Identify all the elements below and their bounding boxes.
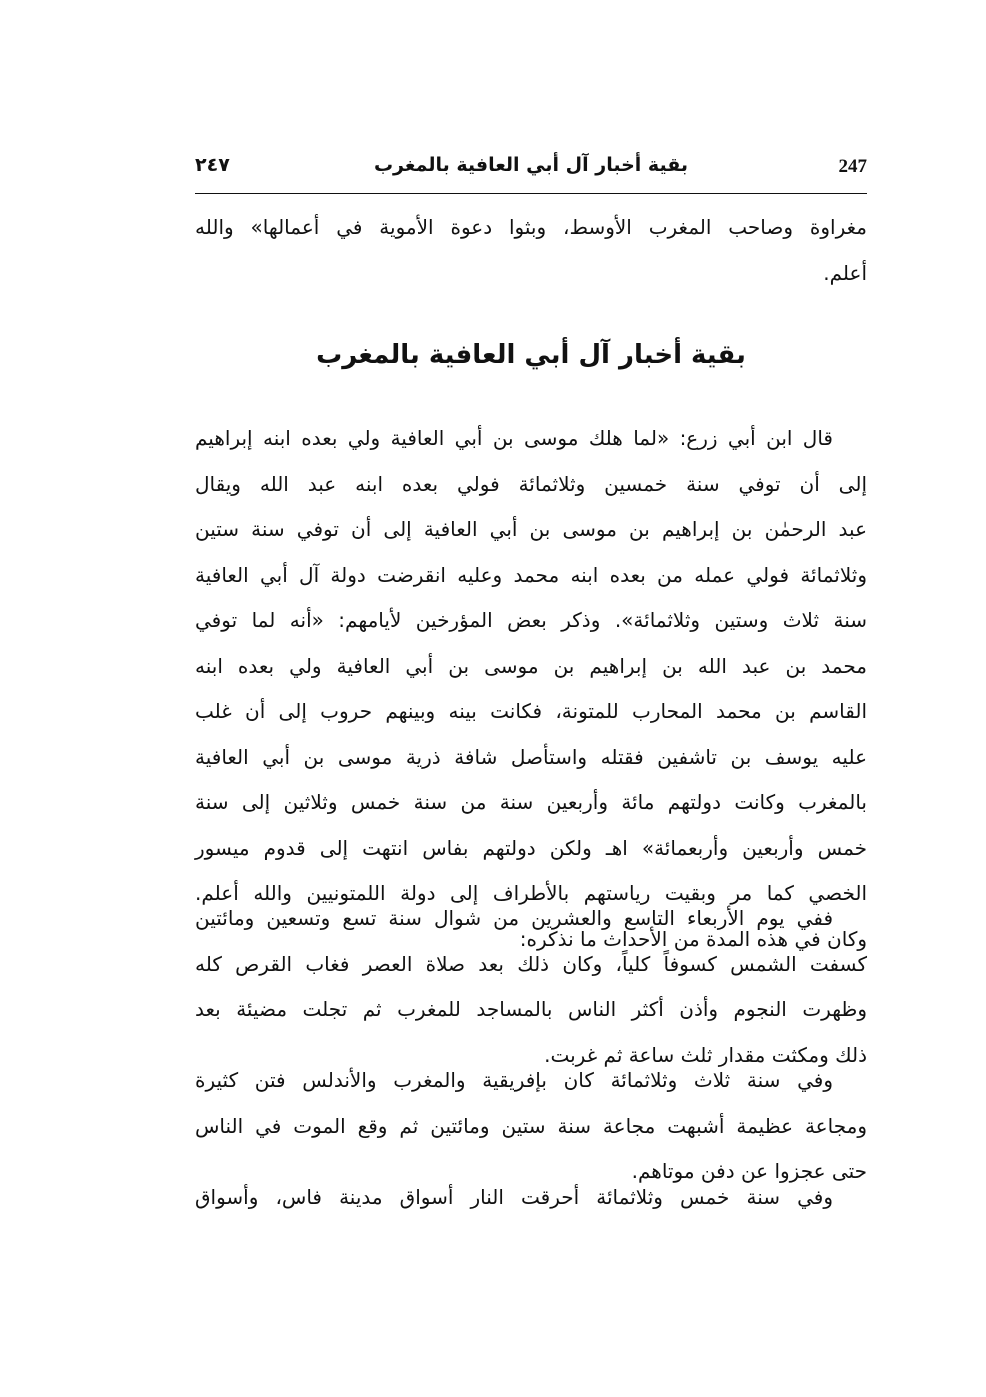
text-line: وظهرت النجوم وأذن أكثر الناس بالمساجد للمغرب ثم تجلت مضيئة بعد [195, 997, 867, 1021]
section-heading: بقية أخبار آل أبي العافية بالمغرب [316, 340, 746, 370]
text-line: أعلم. [823, 260, 867, 285]
text-line: محمد بن عبد الله بن إبراهيم بن موسى بن أبي العافية ولي بعده ابنه [195, 653, 867, 678]
text-line: القاسم بن محمد المحارب للمتونة، فكانت بينه وبينهم حروب إلى أن غلب [195, 699, 867, 723]
text-line: ومجاعة عظيمة أشبهت مجاعة سنة ستين ومائتين ثم وقع الموت في الناس [195, 1113, 867, 1138]
text-line: إلى أن توفي سنة خمسين وثلاثمائة فولي بعده ابنه عبد الله ويقال [195, 471, 867, 496]
text-line: سنة ثلاث وستين وثلاثمائة». وذكر بعض المؤرخين لأيامهم: «أنه لما توفي [195, 608, 867, 632]
page-number-arabic: ٢٤٧ [195, 154, 230, 176]
text-line: الخصي كما مر وبقيت رياستهم بالأطراف إلى دولة اللمتونيين والله أعلم. [195, 881, 867, 905]
running-title: بقية أخبار آل أبي العافية بالمغرب [373, 154, 689, 176]
running-header [195, 150, 867, 190]
text-line: وكان في هذه المدة من الأحداث ما نذكره: [519, 926, 867, 951]
text-line: خمس وأربعين وأربعمائة» اهـ ولكن دولتهم بفاس انتهت إلى قدوم ميسور [195, 835, 867, 860]
paragraph-2 [195, 896, 867, 1078]
text-line: كسفت الشمس كسوفاً كلياً، وكان ذلك بعد صلاة العصر فغاب القرص كله [195, 951, 867, 976]
text-line: ذلك ومكثت مقدار ثلث ساعة ثم غربت. [544, 1042, 867, 1067]
text-line: قال ابن أبي زرع: «لما هلك موسى بن أبي العافية ولي بعده ابنه إبراهيم [195, 426, 833, 450]
intro-paragraph [195, 205, 867, 296]
text-line: وفي سنة ثلاث وثلاثمائة كان بإفريقية والمغرب والأندلس فتن كثيرة [195, 1068, 833, 1092]
text-line: وثلاثمائة فولي عمله من بعده ابنه محمد وعليه انقرضت دولة آل أبي العافية [195, 562, 867, 587]
paragraph-1 [195, 416, 867, 962]
text-line: بالمغرب وكانت دولتهم مائة وأربعين سنة من سنة خمس وثلاثين إلى سنة [195, 790, 867, 814]
text-line: عليه يوسف بن تاشفين فقتله واستأصل شافة ذرية موسى بن أبي العافية [195, 744, 867, 769]
header-rule [195, 193, 867, 194]
text-line: ففي يوم الأربعاء التاسع والعشرين من شوال سنة تسع وتسعين ومائتين [195, 906, 833, 930]
text-line: مغراوة وصاحب المغرب الأوسط، وبثوا دعوة الأموية في أعمالها» والله [195, 215, 867, 239]
paragraph-4 [195, 1175, 867, 1221]
text-line: حتى عجزوا عن دفن موتاهم. [631, 1159, 867, 1183]
text-line: وفي سنة خمس وثلاثمائة أحرقت النار أسواق مدينة فاس، وأسواق [195, 1185, 833, 1209]
text-line: عبد الرحمٰن بن إبراهيم بن موسى بن أبي العافية إلى أن توفي سنة ستين [195, 517, 867, 541]
page-number-latin: 247 [838, 156, 867, 177]
